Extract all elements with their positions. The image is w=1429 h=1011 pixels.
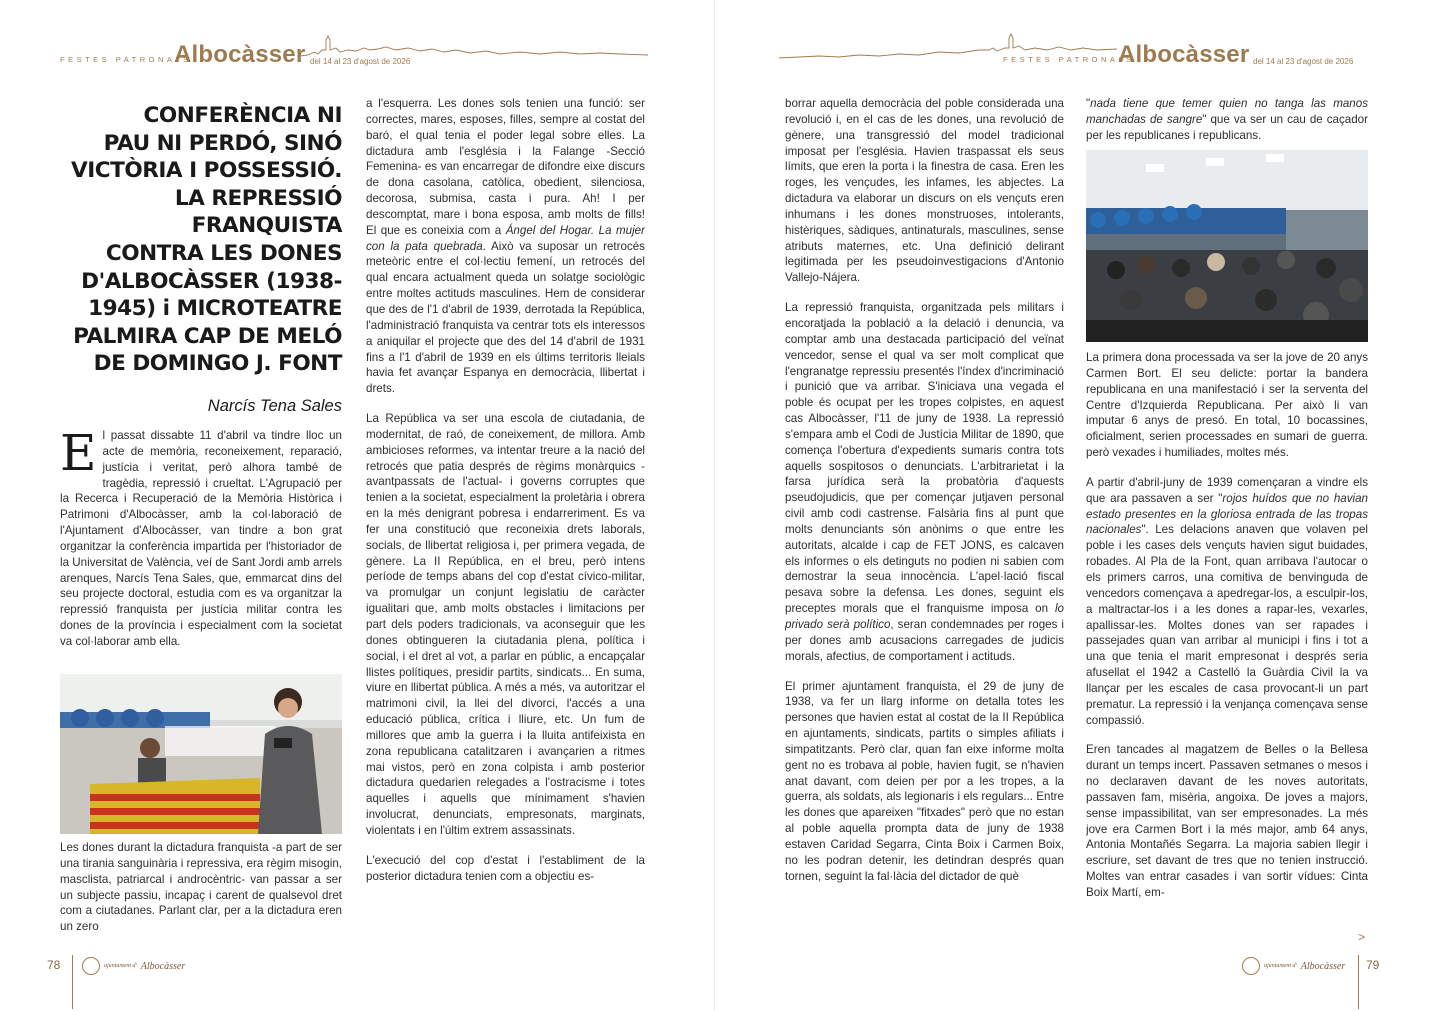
footer-logo bbox=[1242, 957, 1345, 975]
header-dates: del 14 al 23 d'agost de 2026 bbox=[1253, 57, 1354, 66]
paragraph bbox=[1086, 475, 1368, 729]
audience-photo bbox=[1086, 150, 1368, 342]
paragraph-text: La repressió franquista, organitzada pels militars i encoratjada la població a la delació i denuncia, va comptar amb una destacada participació del veïnat vencedor, sense el qual va ser molt complicat que l'engranatge repressiu presentés l'índex d'incriminació i punició que va arribar. S'iniciava una vegada el poble és ocupat per les tropes colpistes, en aquest cas Albocàsser, l'11 de juny de 1938. La repressió s'empara amb el Codi de Justícia Militar de 1890, que comença l'obertura d'expedients sumaris contra tots aquells sospitosos o denunciats. L'arbitrarietat i la farsa jurídica serà la probatòria d'aquests pseudojudicis, que per començar jutjaven personal civil amb codi castrense. Falsària fins al punt que molts denunciants són anònims o que entre les autoritats, alcalde i cap de FET JONS, es calcaven els informes o els detinguts no podien ni sabien com demostrar la seua innocència. L'apel·lació fiscal pesava sobre la defensa. Les dones, seguint els preceptes morals que el franquisme imposa on bbox=[785, 301, 1064, 616]
title-line: VICTÒRIA I POSSESSIÓ. bbox=[71, 158, 342, 184]
column-2 bbox=[366, 96, 645, 941]
chevron-right-icon: > bbox=[1358, 930, 1366, 944]
audience-photo-icon bbox=[1086, 150, 1368, 342]
title-line: FRANQUISTA bbox=[191, 213, 342, 239]
logo-big-text: Albocàsser bbox=[140, 960, 186, 972]
column-4-top bbox=[1086, 96, 1368, 146]
paragraph: L'execució del cop d'estat i l'establiment de la posterior dictadura tenien com a objectiu es- bbox=[366, 853, 645, 883]
footer-rule bbox=[72, 955, 73, 1009]
paragraph: El primer ajuntament franquista, el 29 de juny de 1938, va fer un llarg informe on detalla totes les persones que havien estat al costat de la II República en ajuntaments, sindicats, partits o simples afiliats i simpatitzants. Però clar, quan fan eixe informe molta gent no es trobava al poble, havien fugit, se n'havien anat davant, com deien per por a les tropes, a la guerra, als soldats, als legionaris i els regulars... Entre les dones que apareixen "fitxades" però que no estan al poble aquella prompta data de juny de 1938 estaven Caridad Segarra, Cinta Boix i Carmen Boix, no les podran detenir, les detindran després quan tornen, seguint la fal·làcia del dictador de què bbox=[785, 679, 1064, 883]
paragraph bbox=[785, 300, 1064, 664]
header-right bbox=[715, 30, 1429, 80]
header-brand: Albocàsser bbox=[1118, 41, 1250, 68]
emphasis-text: lo privado serà político bbox=[785, 602, 1064, 631]
town-seal-icon bbox=[1242, 957, 1260, 975]
paragraph-text: A partir d'abril-juny de 1939 començaran a vindre els que ara passaven a ser " bbox=[1086, 475, 1368, 505]
paragraph bbox=[60, 428, 342, 650]
emphasis-text: nada tiene que temer quien no tanga las manos manchadas de sangre bbox=[1086, 97, 1368, 126]
paragraph bbox=[366, 96, 645, 397]
title-line: PALMIRA CAP DE MELÓ bbox=[73, 323, 342, 349]
page-number: 79 bbox=[1366, 958, 1380, 972]
paragraph-text: , seran condemnades per roges i per dones amb acusacions carregades de judicis morals, afectius, de comportament i actituds. bbox=[785, 618, 1064, 663]
paragraph-text: . Això va suposar un retrocés meteòric entre el col·lectiu femení, un retrocés del qual encara actualment queda un solatge sociològic entre moltes actituds masculines. Hem de considerar que des de l'1 d'abril de 1939, derrotada la República, l'administració franquista va centrar tots els interessos a aniquilar el projecte que des del 14 d'abril de 1931 fins a l'1 d'abril de 1939 en els últims territoris lleials havia fet avançar Espanya en democràcia, llibertat i drets. bbox=[366, 239, 645, 396]
title-line: LA REPRESSIÓ bbox=[174, 185, 342, 211]
town-seal-icon bbox=[82, 957, 100, 975]
article-title bbox=[60, 102, 342, 378]
column-4-bottom bbox=[1086, 350, 1368, 940]
column-3 bbox=[785, 96, 1064, 941]
article-author: Narcís Tena Sales bbox=[207, 397, 342, 415]
logo-small-text: ajuntament d' bbox=[104, 963, 137, 969]
title-line: CONTRA LES DONES bbox=[105, 240, 342, 266]
title-line: PAU NI PERDÓ, SINÓ bbox=[103, 130, 342, 156]
emphasis-text: rojos huídos que no havian estado presentes en la gloriosa entrada de las tropas nacionales bbox=[1086, 491, 1368, 537]
emphasis-text: Ángel del Hogar. La mujer con la pata quebrada bbox=[366, 223, 645, 253]
paragraph-text: " que va ser un cau de caçador per les republicanes i republicans. bbox=[1086, 112, 1368, 142]
title-line: 1945) i MICROTEATRE bbox=[88, 296, 342, 322]
header-dates: del 14 al 23 d'agost de 2026 bbox=[310, 57, 411, 66]
paragraph: La primera dona processada va ser la jove de 20 anys Carmen Bort. El seu delicte: portar la bandera republicana en una manifestació i ser la serventa del Centre d'Izquierda Republicana. Per això li van imputar 6 anys de presó. En total, 10 bocassines, oficialment, serien processades en sumari de guerra. però vexades i humiliades, moltes més. bbox=[1086, 351, 1368, 460]
title-line: D'ALBOCÀSSER (1938- bbox=[81, 268, 342, 294]
paragraph: Eren tancades al magatzem de Belles o la Bellesa durant un temps incert. Passaven setmanes o mesos i no declaraven davant de les noves autoritats, passaven fam, misèria, angoixa. De joves a majors, sense impassibilitat, van ser empresonades. La més jove era Carmen Bort i la més major, amb 64 anys, Antonia Montañés Segarra. La majoria sabien llegir i escriure, set davant de tres que no tenien instrucció. Moltes van entrar casades i van sortir vídues: Cinta Boix Martí, em- bbox=[1086, 743, 1368, 899]
paragraph: "nada tiene que temer quien no tanga las manos manchadas de sangre" que va ser un cau de caçador per les republicanes i republicans. bbox=[1086, 97, 1368, 142]
drop-cap: E bbox=[60, 428, 97, 482]
logo-big-text: Albocàsser bbox=[1300, 960, 1346, 972]
footer-logo bbox=[82, 957, 185, 975]
header-festes: FESTES PATRONALS bbox=[1003, 55, 1135, 64]
page-right bbox=[715, 0, 1429, 1011]
paragraph-text: a l'esquerra. Les dones sols tenien una funció: ser correctes, mares, esposes, filles, sempre al costat del baró, el qual tenia el poder legal sobre elles. La dictadura amb l'església i la Falange -Secció Femenina- es van encarregar de difondre eixe discurs de dona casolana, catòlica, obedient, silenciosa, decorosa, submisa, casta i pura. Ah! I per descomptat, mare i bona esposa, amb molts de fills! El que es coneixia com a bbox=[366, 97, 645, 237]
conference-photo bbox=[60, 674, 342, 834]
title-line: DE DOMINGO J. FONT bbox=[93, 351, 342, 377]
title-line: CONFERÈNCIA NI bbox=[143, 103, 342, 128]
page-left bbox=[0, 0, 714, 1011]
header-left bbox=[0, 30, 714, 80]
paragraph: La República va ser una escola de ciutadania, de modernitat, de raó, de coneixement, de millora. Amb ambicioses reformes, va intentar treure a la nació del retrocés que patia després de règims monàrquics -avantpassats de l'actual- i governs corruptes que tenien a la societat, especialment la proletària i obrera en la més denigrant pobresa i endarreriment. Es va fer una constitució que reconeixia drets laborals, socials, de llibertat religiosa i, per primera vegada, de gènere. La II República, en el breu, però intens període de temps abans del cop d'estat cívico-militar, va promulgar un conjunt legislatiu de caràcter igualitari que, amb molts obstacles i limitacions per part dels poders tradicionals, va aconseguir que les dones obtingueren la ciutadania plena, política i social, i el dret al vot, a parlar en públic, a encapçalar llistes polítiques, presidir partits, sindicats... En suma, viure en llibertat pública. A més a més, va autoritzar el matrimoni civil, la llei del divorci, l'accés a una educació pública, crítica i lliure, etc. Un fum de millores que amb la guerra i la lluita antifeixista en zona republicana catalitzaren i avançarien a ritmes mai vistos, però en zona colpista i amb posterior dictadura quedarien relegades a l'ostracisme i totes aquelles i aquells que mínimament s'havien involucrat, denunciats, empresonats, marginats, violentats i en l'últim extrem assassinats. bbox=[366, 412, 645, 837]
paragraph-text: ". Les delacions anaven que volaven pel poble i les cases dels vençuts havien sigut buidades, robades. Al Pla de la Font, quan arribava l'autocar o els primers carros, una comitiva de benvinguda de vencedors començava a apedregar-los, a esculpir-los, a maltractar-los i a les dones a rapar-les, vexarles, apallissar-les. Moltes dones van ser rapades i passejades quan van arribar al municipi i fins i tot a una que tenia el marit empresonat i després seria afusellat el 1942 a Castelló la Guàrdia Civil la va llançar per les escales de casa provocant-li un part prematur. La repressió i la venjança començava sense compassió. bbox=[1086, 523, 1368, 727]
footer-rule bbox=[1358, 955, 1359, 1009]
paragraph-text: l passat dissabte 11 d'abril va tindre lloc un acte de memòria, reconeixement, reparació, justícia i veritat, però alhora també de tragèdia, repressió i crueltat. L'Agrupació per la Recerca i Recuperació de la Memòria Històrica i Patrimoni d'Albocàsser, amb la col·laboració de l'Ajuntament d'Albocàsser, van tindre a bon grat organitzar la conferència impartida per l'historiador de la Universitat de València, veí de Sant Jordi amb arrels arenques, Narcís Tena Sales, que, emmarcat dins del seu projecte doctoral, estudia com es va organitzar la repressió franquista per justícia militar contra les dones de la província i especialment com la societat va col·laborar amb ella. bbox=[60, 429, 342, 648]
village-skyline-icon bbox=[300, 30, 650, 64]
column-1-bottom bbox=[60, 840, 342, 940]
speaker-photo-icon bbox=[60, 674, 342, 834]
page-number: 78 bbox=[47, 958, 61, 972]
header-festes: FESTES PATRONALS bbox=[60, 55, 192, 64]
logo-small-text: ajuntament d' bbox=[1264, 963, 1297, 969]
header-brand: Albocàsser bbox=[174, 41, 306, 68]
paragraph: Les dones durant la dictadura franquista -a part de ser una tirania sanguinària i repressiva, era règim misogin, masclista, patriarcal i androcèntric- van passar a ser un subjecte passiu, incapaç i carent de qualsevol dret com a ciutadanes. Parlant clar, per a la dictadura eren un zero bbox=[60, 841, 342, 934]
column-1-top bbox=[60, 428, 342, 672]
paragraph: borrar aquella democràcia del poble considerada una revolució i, en el cas de les dones, una revolució de gènere, una transgressió del model tradicional imposat per l'església. Havien traspassat els seus límits, que eren la porta i la finestra de casa. Eren les roges, les vençudes, les infames, les abjectes. La dictadura va elaborar un discurs on els vençuts eren inhumans i les dones monstruoses, intolerants, histèriques, sàdiques, antinaturals, masculines, sense atributs maternes, etc. Una definició delirant legitimada per les pseudoinvestigacions d'Antonio Vallejo-Nájera. bbox=[785, 97, 1064, 285]
